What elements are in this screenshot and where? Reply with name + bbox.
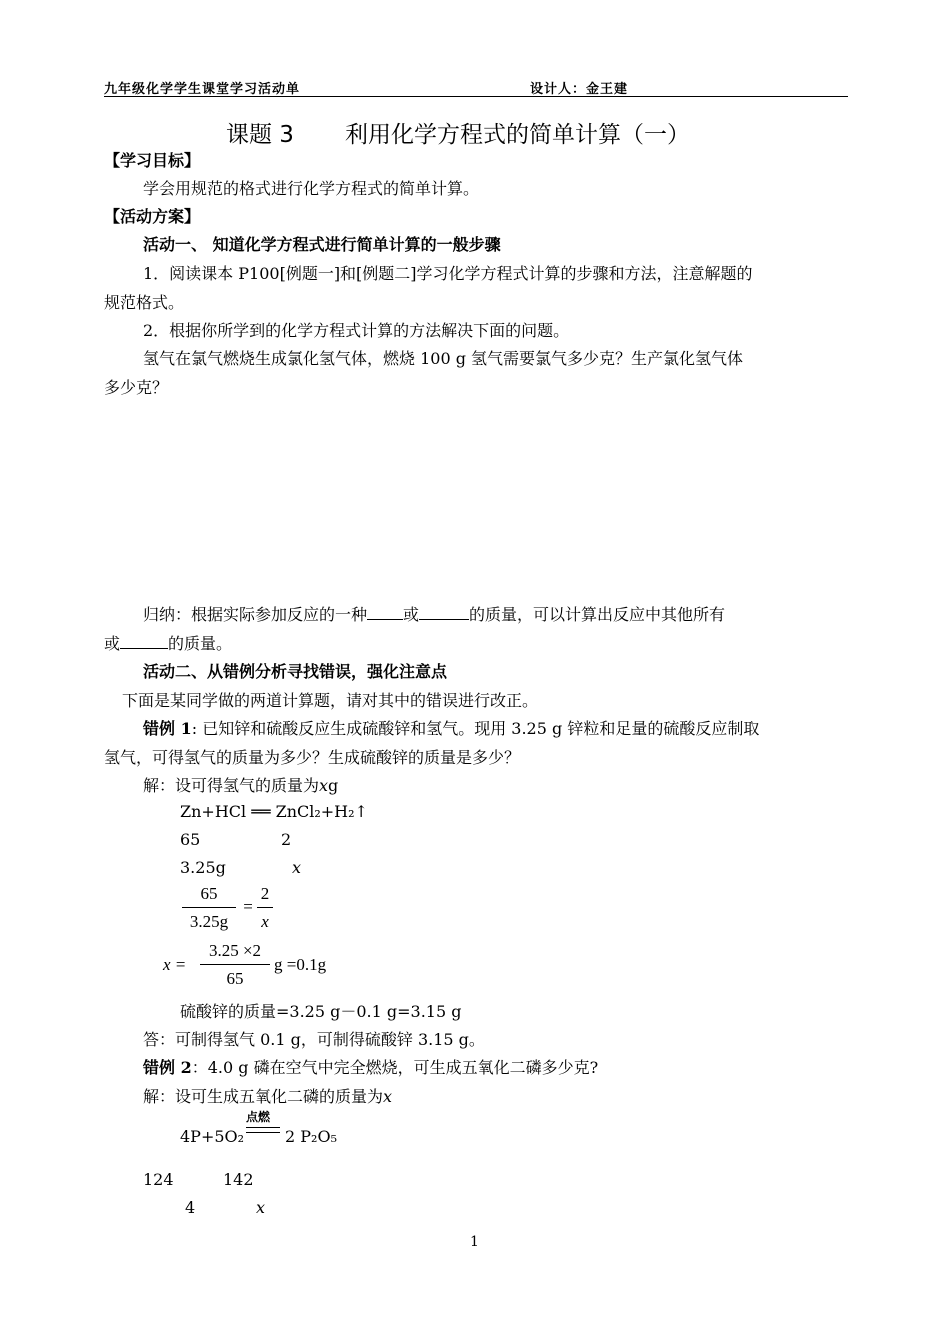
activity1-item2: 2．根据你所学到的化学方程式计算的方法解决下面的问题。 <box>143 321 570 340</box>
lesson-number: 课题 3 <box>226 122 294 148</box>
ex1-given-left: 3.25g <box>180 858 226 877</box>
activity1-item1-line2: 规范格式。 <box>104 293 185 312</box>
ex2-label: 错例 2 <box>143 1058 192 1077</box>
activity1-problem-line1: 氢气在氯气燃烧生成氯化氢气体，燃烧 100 g 氢气需要氯气多少克？生产氯化氢气体 <box>143 349 744 368</box>
page-title: 利用化学方程式的简单计算（一） <box>345 122 690 148</box>
ex2-eq-right: 2 P₂O₅ <box>285 1127 337 1146</box>
ex1-calc-lhs: x = <box>163 955 187 974</box>
ex1-ratio-num-left: 65 <box>200 884 218 903</box>
ex1-mass-left: 65 <box>180 830 201 849</box>
equals-bar-top <box>246 1127 280 1128</box>
answer-blank[interactable] <box>367 605 403 620</box>
goals-text: 学会用规范的格式进行化学方程式的简单计算。 <box>143 179 480 198</box>
header-right: 设计人：金王建 <box>530 82 629 97</box>
ex2-given-right: x <box>256 1198 266 1217</box>
ex2-solution-intro: 解：设可生成五氧化二磷的质量为x <box>143 1087 393 1106</box>
ex1-answer: 答：可制得氢气 0.1 g，可制得硫酸锌 3.15 g。 <box>143 1030 485 1049</box>
ex1-calc-rhs: g =0.1g <box>274 955 327 974</box>
fraction-bar <box>200 964 270 965</box>
activity2-intro: 下面是某同学做的两道计算题，请对其中的错误进行改正。 <box>122 691 539 710</box>
ex1-ratio-eq: = <box>243 897 253 916</box>
ex1-ratio-den-left: 3.25g <box>189 912 229 931</box>
ex1-given-right: x <box>292 858 302 877</box>
fraction-bar <box>257 907 273 908</box>
ex1-label: 错例 1 <box>143 719 192 738</box>
ex1-solution-intro: 解：设可得氢气的质量为xg <box>143 776 339 795</box>
ex1-ratio-den-right: x <box>261 912 269 931</box>
activity1-item1-line1: 1．阅读课本 P100[例题一]和[例题二]学习化学方程式计算的步骤和方法，注意解题的 <box>143 264 753 283</box>
ex2-condition: 点燃 <box>246 1110 271 1124</box>
ex2-given-left: 4 <box>185 1198 196 1217</box>
page-number: 1 <box>470 1234 479 1250</box>
ex2-line1: 错例 2：4.0 g 磷在空气中完全燃烧，可生成五氧化二磷多少克? <box>143 1058 599 1077</box>
ex2-mass-right: 142 <box>223 1170 254 1189</box>
answer-blank[interactable] <box>419 605 469 620</box>
ex1-line1: 错例 1: 已知锌和硫酸反应生成硫酸锌和氢气。现用 3.25 g 锌粒和足量的硫酸反应制取 <box>143 719 760 738</box>
ex2-mass-left: 124 <box>143 1170 174 1189</box>
ex1-mass-right: 2 <box>281 830 292 849</box>
ex1-zinc-sulfate: 硫酸锌的质量=3.25 g－0.1 g=3.15 g <box>180 1002 462 1021</box>
ex1-line2: 氢气，可得氢气的质量为多少？生成硫酸锌的质量是多少？ <box>104 748 521 767</box>
fraction-bar <box>182 907 236 908</box>
goals-heading: 【学习目标】 <box>104 151 201 170</box>
ex1-calc-num: 3.25 ×2 <box>208 941 262 960</box>
ex1-ratio-num-right: 2 <box>260 884 270 903</box>
header-rule <box>104 96 848 97</box>
summary-line2: 或 的质量。 <box>104 634 233 653</box>
answer-blank[interactable] <box>120 634 168 649</box>
ex2-eq-left: 4P+5O₂ <box>180 1127 245 1146</box>
ex1-calc-den: 65 <box>226 969 244 988</box>
activity1-problem-line2: 多少克？ <box>104 378 169 397</box>
plan-heading: 【活动方案】 <box>104 207 201 226</box>
header-left: 九年级化学学生课堂学习活动单 <box>104 82 301 97</box>
ex1-equation: Zn+HCl ══ ZnCl₂+H₂↑ <box>180 802 368 821</box>
equals-bar-bottom <box>246 1132 280 1133</box>
summary-line1: 归纳：根据实际参加反应的一种 或 的质量，可以计算出反应中其他所有 <box>143 605 726 624</box>
activity2-heading: 活动二、从错例分析寻找错误，强化注意点 <box>143 662 448 681</box>
activity1-heading: 活动一、 知道化学方程式进行简单计算的一般步骤 <box>143 235 501 254</box>
